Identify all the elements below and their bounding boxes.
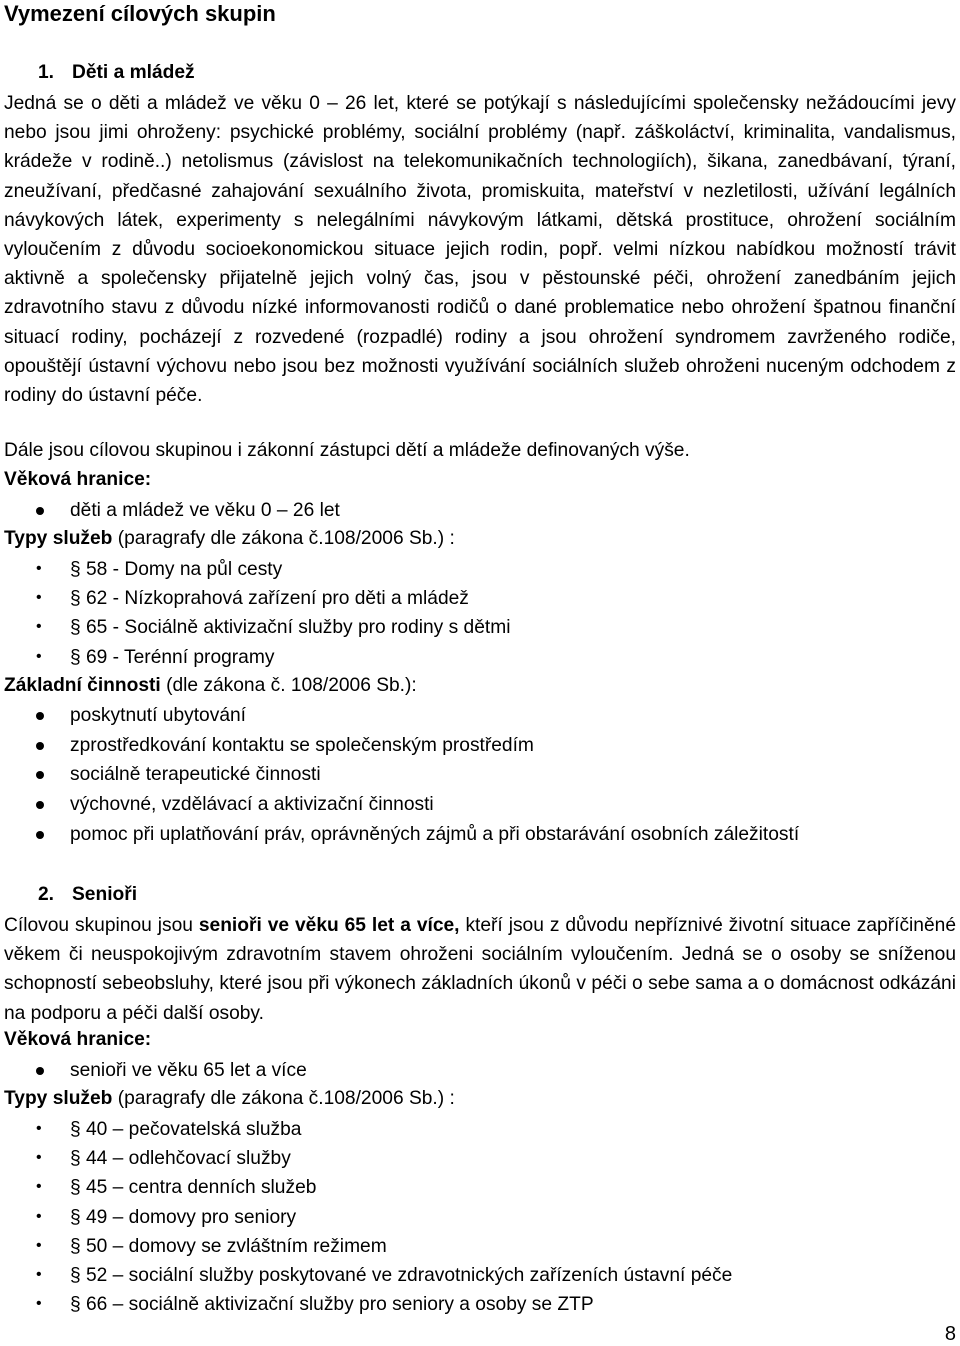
page-number: 8 — [944, 1323, 956, 1345]
section-1-age-label: Věková hranice: — [4, 469, 152, 490]
section-1-services-list — [0, 555, 510, 672]
section-1-age-list — [0, 496, 340, 526]
arrowhead-bullet-icon: • — [36, 618, 42, 636]
arrowhead-bullet-icon: • — [36, 560, 42, 577]
bullet-dot-icon — [36, 831, 44, 839]
list-item: poskytnutí ubytování — [0, 701, 799, 731]
list-item: • § 49 – domovy pro seniory — [36, 1206, 297, 1228]
section-1-number: 1. — [38, 62, 55, 83]
list-item: děti a mládež ve věku 0 – 26 let — [0, 496, 340, 526]
section-1-paragraph: Jedná se o děti a mládež ve věku 0 – 26 let, které se potýkají s následujícími společensky nežádoucími jevy nebo jsou jimi ohroženy: psychické problémy, sociální problémy (např. záškoláctví, kriminalita, vandalismus, krádeže v rodině..) netolismus (závislost na telekomunikačních technologiích), šikana, zanedbávaní, týraní, zneužívaní, předčasné zahajování sexuálního života, promiskuita, mateřství v nezletilosti, užívání legálních návykových látek, experimenty s nelegálními návykovým látkami, dětská prostituce, ohrožení sociálním vyloučením z důvodu socioekonomickou situace jejich rodin, popř. velmi nízkou nabídkou možností trávit aktivně a společensky přijatelně jejich volný čas, jsou v pěstounské péči, ohrožení zanedbáním jejich zdravotního stavu z důvodu nízké informovanosti rodičů o dané problematice nebo ohrožení špatnou finanční situací rodiny, pocházejí z rozvedené (rozpadlé) rodiny a jsou ohrožení syndromem zavrženého rodiče, opouštějí ústavní výchovu nebo jsou bez možnosti využívání sociálních služeb ohroženi nuceným odchodem z rodiny do ústavní péče. — [4, 93, 956, 407]
list-item: sociálně terapeutické činnosti — [0, 760, 799, 790]
list-item: výchovné, vzdělávací a aktivizační činnosti — [0, 790, 799, 820]
bullet-dot-icon — [36, 771, 44, 779]
arrowhead-bullet-icon: • — [36, 647, 42, 665]
list-item: senioři ve věku 65 let a více — [0, 1056, 307, 1086]
list-item: • § 40 – pečovatelská služba — [36, 1119, 302, 1140]
arrowhead-bullet-icon: • — [36, 1149, 42, 1167]
list-item: • § 62 - Nízkoprahová zařízení pro děti a mládež — [36, 588, 469, 610]
section-1-services-heading: Typy služeb (paragrafy dle zákona č.108/2006 Sb.) : — [4, 528, 455, 549]
list-item: zprostředkování kontaktu se společenským prostředím — [0, 731, 799, 761]
arrowhead-bullet-icon: • — [36, 1266, 42, 1284]
bullet-dot-icon — [36, 712, 44, 720]
list-item: • § 66 – sociálně aktivizační služby pro seniory a osoby se ZTP — [36, 1294, 594, 1316]
page-title: Vymezení cílových skupin — [4, 1, 276, 26]
arrowhead-bullet-icon: • — [36, 1120, 42, 1137]
section-2-services-heading: Typy služeb (paragrafy dle zákona č.108/2006 Sb.) : — [4, 1088, 455, 1109]
section-1-heading — [38, 59, 195, 87]
section-2-services-list — [0, 1115, 732, 1319]
arrowhead-bullet-icon: • — [36, 589, 42, 607]
list-item: pomoc při uplatňování práv, oprávněných zájmů a při obstarávání osobních záležitostí — [0, 820, 799, 850]
list-item: • § 65 - Sociálně aktivizační služby pro rodiny s dětmi — [36, 617, 511, 639]
list-item: • § 69 - Terénní programy — [36, 646, 275, 668]
bullet-dot-icon — [36, 742, 44, 750]
section-1-representatives: Dále jsou cílovou skupinou i zákonní zástupci dětí a mládeže definovaných výše. — [4, 440, 690, 461]
section-2-number: 2. — [38, 884, 55, 905]
section-1-title: Děti a mládež — [72, 62, 195, 83]
bullet-dot-icon — [36, 801, 44, 809]
bullet-dot-icon — [36, 1067, 44, 1075]
list-item: • § 44 – odlehčovací služby — [36, 1148, 291, 1170]
list-item: • § 52 – sociální služby poskytované ve zdravotnických zařízeních ústavní péče — [36, 1265, 733, 1287]
section-2-age-list — [0, 1056, 307, 1086]
list-item: • § 45 – centra denních služeb — [36, 1177, 317, 1199]
list-item: • § 50 – domovy se zvláštním režimem — [36, 1235, 387, 1257]
list-item: • § 58 - Domy na půl cesty — [36, 559, 283, 580]
arrowhead-bullet-icon: • — [36, 1236, 42, 1254]
arrowhead-bullet-icon: • — [36, 1295, 42, 1313]
section-2-heading — [38, 881, 137, 909]
section-1-activities-heading: Základní činnosti (dle zákona č. 108/2006 Sb.): — [4, 675, 417, 696]
arrowhead-bullet-icon: • — [36, 1178, 42, 1196]
section-2-age-label: Věková hranice: — [4, 1029, 152, 1050]
section-1-activities-list — [0, 701, 799, 850]
section-2-title: Senioři — [72, 884, 138, 905]
arrowhead-bullet-icon: • — [36, 1207, 42, 1225]
bullet-dot-icon — [36, 507, 44, 515]
section-2-paragraph: Cílovou skupinou jsou senioři ve věku 65 let a více, kteří jsou z důvodu nepříznivé životní situace zapříčiněné věkem či neuspokojivým zdravotním stavem ohroženi sociálním vyloučením. Jedná se o osoby se sníženou schopností sebeobsluhy, které jsou při výkonech základních úkonů v péči o sebe sama a o domácnost odkázáni na podporu a péči další osoby. — [4, 915, 956, 1024]
